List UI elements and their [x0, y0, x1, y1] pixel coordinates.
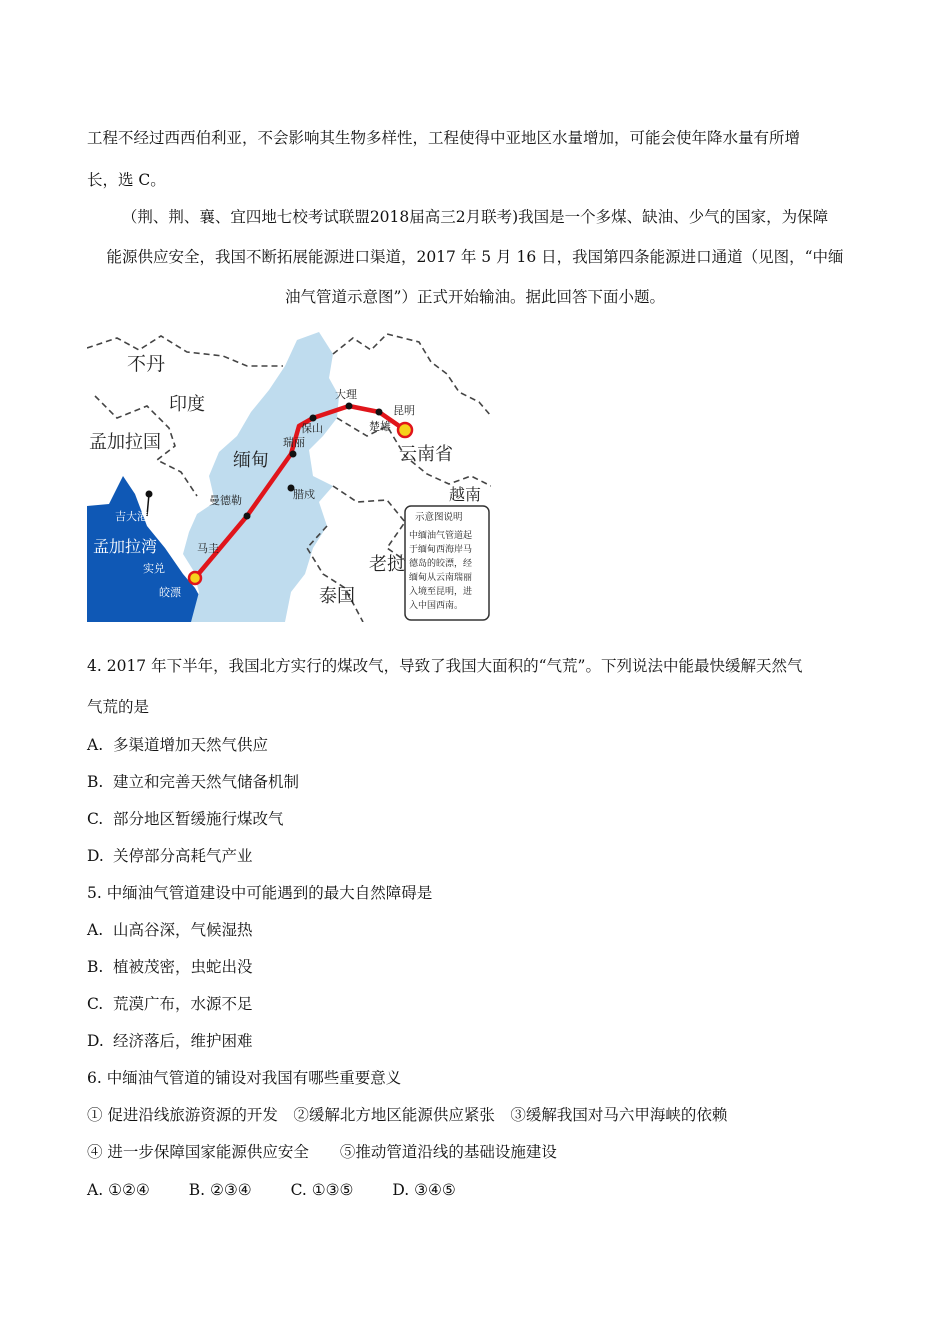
label-bangladesh: 孟加拉国	[89, 432, 161, 453]
q6-options	[87, 1180, 490, 1200]
label-yunnan: 云南省	[399, 444, 453, 465]
kunming-marker	[398, 423, 412, 437]
source-line-2: 能源供应安全，我国不断拓展能源进口渠道，2017 年 5 月 16 日，我国第四条能源进口通道（见图，“中缅	[106, 248, 844, 266]
pipeline-map-svg	[87, 326, 491, 622]
q6-items-line-2: ④ 进一步保障国家能源供应安全 ⑤推动管道沿线的基础设施建设	[87, 1143, 557, 1161]
legend-line-5: 入境至昆明，进	[409, 587, 473, 597]
q5-option-d[interactable]: D. 经济落后，维护困难	[87, 1032, 253, 1050]
label-chuxiong: 楚雄	[369, 420, 391, 433]
kyaukphyu-marker	[189, 572, 201, 584]
pipeline-map	[87, 326, 491, 622]
magway-mandalay-dot	[244, 513, 251, 520]
label-bhutan: 不丹	[127, 353, 166, 375]
chittagong-dot	[146, 491, 153, 498]
label-dali: 大理	[335, 388, 357, 401]
q4-option-b[interactable]: B. 建立和完善天然气储备机制	[87, 773, 300, 791]
label-vietnam: 越南	[449, 485, 482, 504]
label-laos: 老挝	[369, 554, 405, 575]
ruili-dot	[290, 451, 297, 458]
intro-line-1: 工程不经过西西伯利亚，不会影响其生物多样性，工程使得中亚地区水量增加，可能会使年降水量有所增	[87, 129, 801, 147]
legend-line-3: 德岛的皎漂，经	[409, 559, 473, 569]
q6-stem: 6. 中缅油气管道的铺设对我国有哪些重要意义	[87, 1069, 402, 1087]
chuxiong-dot	[376, 409, 383, 416]
q5-option-b[interactable]: B. 植被茂密，虫蛇出没	[87, 958, 253, 976]
label-magway: 马圭	[197, 542, 219, 555]
label-bay: 孟加拉湾	[93, 537, 158, 556]
q5-option-c[interactable]: C. 荒漠广布，水源不足	[87, 995, 253, 1013]
label-kunming: 昆明	[393, 404, 415, 417]
dali-dot	[346, 403, 353, 410]
q4-stem-2: 气荒的是	[87, 698, 150, 716]
q4-option-d[interactable]: D. 关停部分高耗气产业	[87, 847, 253, 865]
label-ruili: 瑞丽	[283, 436, 305, 449]
legend-line-4: 缅甸从云南瑞丽	[409, 573, 473, 583]
source-line-3: 油气管道示意图”）正式开始输油。据此回答下面小题。	[285, 288, 665, 306]
source-line-1: （荆、荆、襄、宜四地七校考试联盟2018届高三2月联考)我国是一个多煤、缺油、少气的国家，为保障	[121, 208, 829, 226]
legend-line-6: 入中国西南。	[409, 601, 464, 611]
legend-title: 示意图说明	[415, 512, 463, 523]
q6-option-a[interactable]: A. ①②④	[87, 1181, 150, 1199]
q6-items-line-1: ① 促进沿线旅游资源的开发 ②缓解北方地区能源供应紧张 ③缓解我国对马六甲海峡的依赖	[87, 1106, 728, 1124]
q5-stem: 5. 中缅油气管道建设中可能遇到的最大自然障碍是	[87, 884, 433, 902]
q6-option-d[interactable]: D. ③④⑤	[392, 1181, 456, 1199]
label-mandalay: 曼德勒	[209, 494, 242, 507]
intro-line-2: 长，选 C。	[87, 171, 166, 189]
baoshan-dot	[310, 415, 317, 422]
label-thailand: 泰国	[319, 586, 355, 607]
q6-option-c[interactable]: C. ①③⑤	[290, 1181, 354, 1199]
q4-option-c[interactable]: C. 部分地区暂缓施行煤改气	[87, 810, 284, 828]
q4-option-a[interactable]: A. 多渠道增加天然气供应	[87, 736, 269, 754]
label-india: 印度	[169, 394, 205, 415]
label-sittwe: 实兑	[143, 562, 165, 575]
legend-line-1: 中缅油气管道起	[409, 531, 473, 541]
q5-option-a[interactable]: A. 山高谷深，气候湿热	[87, 921, 253, 939]
q4-stem-1: 4. 2017 年下半年，我国北方实行的煤改气，导致了我国大面积的“气荒”。下列说法中能最快缓解天然气	[87, 657, 803, 675]
label-baoshan: 保山	[301, 422, 323, 435]
label-chittagong: 吉大港	[115, 510, 148, 523]
q6-option-b[interactable]: B. ②③④	[188, 1181, 252, 1199]
label-kyaukphyu: 皎漂	[159, 586, 181, 599]
label-myanmar: 缅甸	[233, 450, 269, 471]
label-lashio: 腊戍	[293, 488, 315, 501]
legend-line-2: 于缅甸西海岸马	[409, 545, 473, 555]
